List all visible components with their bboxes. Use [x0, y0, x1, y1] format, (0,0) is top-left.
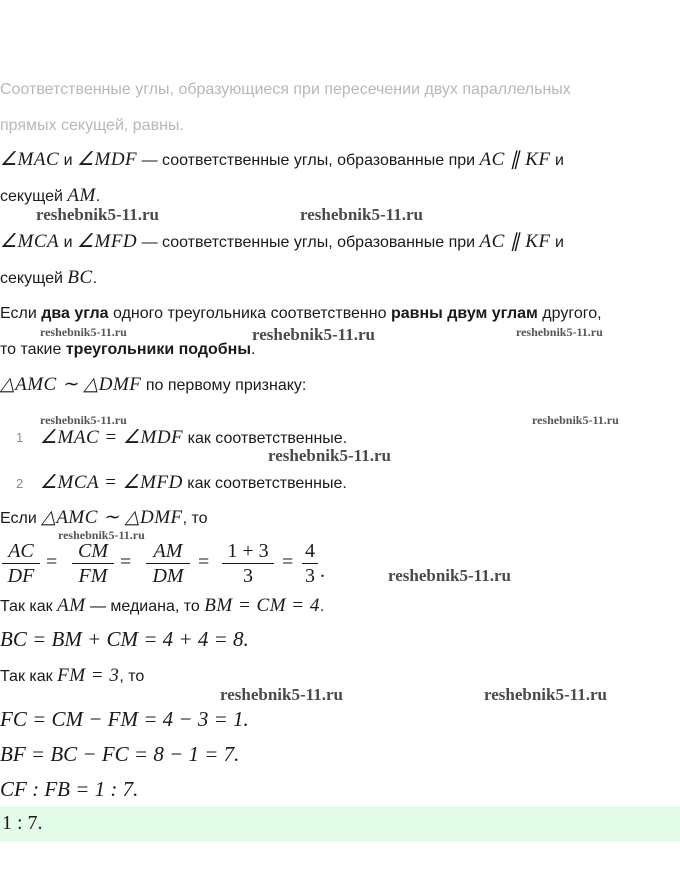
watermark: reshebnik5-11.ru	[40, 413, 127, 427]
bf-equation: BF = BC − FC = 8 − 1 = 7.	[0, 742, 240, 766]
rule-bold: треугольники подобны	[65, 341, 252, 358]
watermark: reshebnik5-11.ru	[388, 566, 511, 585]
equals: =	[198, 551, 210, 573]
if-text: Если	[0, 510, 42, 527]
list-item	[40, 471, 680, 496]
list-number: 1	[16, 430, 24, 445]
angle-mfd: ∠MFD	[76, 231, 138, 252]
similarity-text: по первому признаку:	[141, 377, 307, 394]
pair2-text: — соответственные углы, образованные при	[137, 234, 480, 251]
if-expr: △AMC ∼ △DMF	[41, 507, 183, 528]
denominator: 3	[243, 565, 253, 587]
rule-bold: равны двум углам	[390, 305, 538, 322]
denominator: DF	[7, 565, 35, 587]
list-number: 2	[16, 476, 24, 491]
parallel-lines: AC ∥ KF	[479, 231, 551, 252]
similarity-expr: △AMC ∼ △DMF	[0, 374, 142, 395]
intro-line-2: прямых секущей, равны.	[0, 117, 184, 134]
numerator: AC	[8, 540, 34, 562]
fm-eq: FM = 3	[57, 665, 120, 686]
list-text: как соответственные.	[183, 430, 348, 447]
rule-text: Если	[0, 305, 42, 322]
fm-text: Так как	[0, 668, 58, 685]
fraction-4-3	[302, 540, 318, 587]
watermark: reshebnik5-11.ru	[220, 685, 343, 704]
secant-bc: BC	[67, 267, 93, 288]
similarity-line	[0, 373, 680, 398]
list-expr: ∠MCA = ∠MFD	[40, 472, 183, 493]
fraction-1plus3-3	[222, 540, 274, 587]
dot: .	[92, 270, 98, 287]
conj: и	[59, 152, 77, 169]
fc-equation: FC = CM − FM = 4 − 3 = 1.	[0, 707, 249, 731]
parallel-lines: AC ∥ KF	[479, 149, 551, 170]
fm-text: , то	[119, 668, 145, 685]
equals: =	[282, 551, 294, 573]
watermark: reshebnik5-11.ru	[252, 325, 375, 344]
pair1-tail: и	[550, 152, 564, 169]
rule-text: то такие	[0, 341, 66, 358]
intro-line-1: Соответственные углы, образующиеся при пересечении двух параллельных	[0, 81, 571, 98]
watermark: reshebnik5-11.ru	[40, 325, 127, 339]
secant-word: секущей	[0, 270, 68, 287]
watermark: reshebnik5-11.ru	[532, 413, 619, 427]
equals: =	[120, 551, 132, 573]
watermark: reshebnik5-11.ru	[36, 205, 159, 224]
secant-am: AM	[67, 185, 96, 206]
numerator: CM	[78, 540, 108, 562]
denominator: 3	[305, 565, 315, 587]
pair1-text: — соответственные углы, образованные при	[137, 152, 480, 169]
equals: =	[46, 551, 58, 573]
numerator: AM	[153, 540, 183, 562]
median-text: — медиана, то	[85, 598, 205, 615]
rule-text: одного треугольника соответственно	[108, 305, 391, 322]
answer-value: 1 : 7.	[2, 812, 43, 834]
conj: и	[59, 234, 77, 251]
secant-word: секущей	[0, 188, 68, 205]
list-text: как соответственные.	[182, 475, 347, 492]
denominator: DM	[152, 565, 184, 587]
dot: .	[319, 598, 325, 615]
pair2-statement	[0, 230, 680, 255]
watermark: reshebnik5-11.ru	[484, 685, 607, 704]
rule-bold: два угла	[41, 305, 109, 322]
rule-text: .	[251, 341, 256, 358]
list-expr: ∠MAC = ∠MDF	[40, 427, 184, 448]
rule-line-1	[0, 302, 680, 326]
pair1-statement	[0, 148, 680, 173]
angle-mdf: ∠MDF	[76, 149, 138, 170]
if-text: , то	[182, 510, 208, 527]
fraction-cm-fm	[72, 540, 114, 587]
dot: .	[95, 188, 101, 205]
fraction-ac-df	[2, 540, 40, 587]
watermark: reshebnik5-11.ru	[516, 325, 603, 339]
denominator: FM	[78, 565, 108, 587]
bc-equation: BC = BM + CM = 4 + 4 = 8.	[0, 627, 249, 651]
watermark: reshebnik5-11.ru	[300, 205, 423, 224]
watermark: reshebnik5-11.ru	[58, 528, 145, 542]
fraction-am-dm	[146, 540, 190, 587]
rule-text: другого,	[537, 305, 602, 322]
median-text: Так как	[0, 598, 58, 615]
pair2-secant	[0, 266, 680, 291]
median-am: AM	[57, 595, 86, 616]
median-line	[0, 594, 680, 619]
watermark: reshebnik5-11.ru	[268, 446, 391, 465]
numerator: 4	[305, 540, 315, 562]
median-eq: BM = CM = 4	[204, 595, 320, 616]
pair2-tail: и	[550, 234, 564, 251]
cf-ratio: CF : FB = 1 : 7.	[0, 777, 139, 801]
numerator: 1 + 3	[227, 540, 269, 562]
answer-box	[0, 806, 680, 842]
angle-mac: ∠MAC	[0, 149, 60, 170]
angle-mca: ∠MCA	[0, 231, 60, 252]
ratio-period: .	[320, 560, 325, 582]
